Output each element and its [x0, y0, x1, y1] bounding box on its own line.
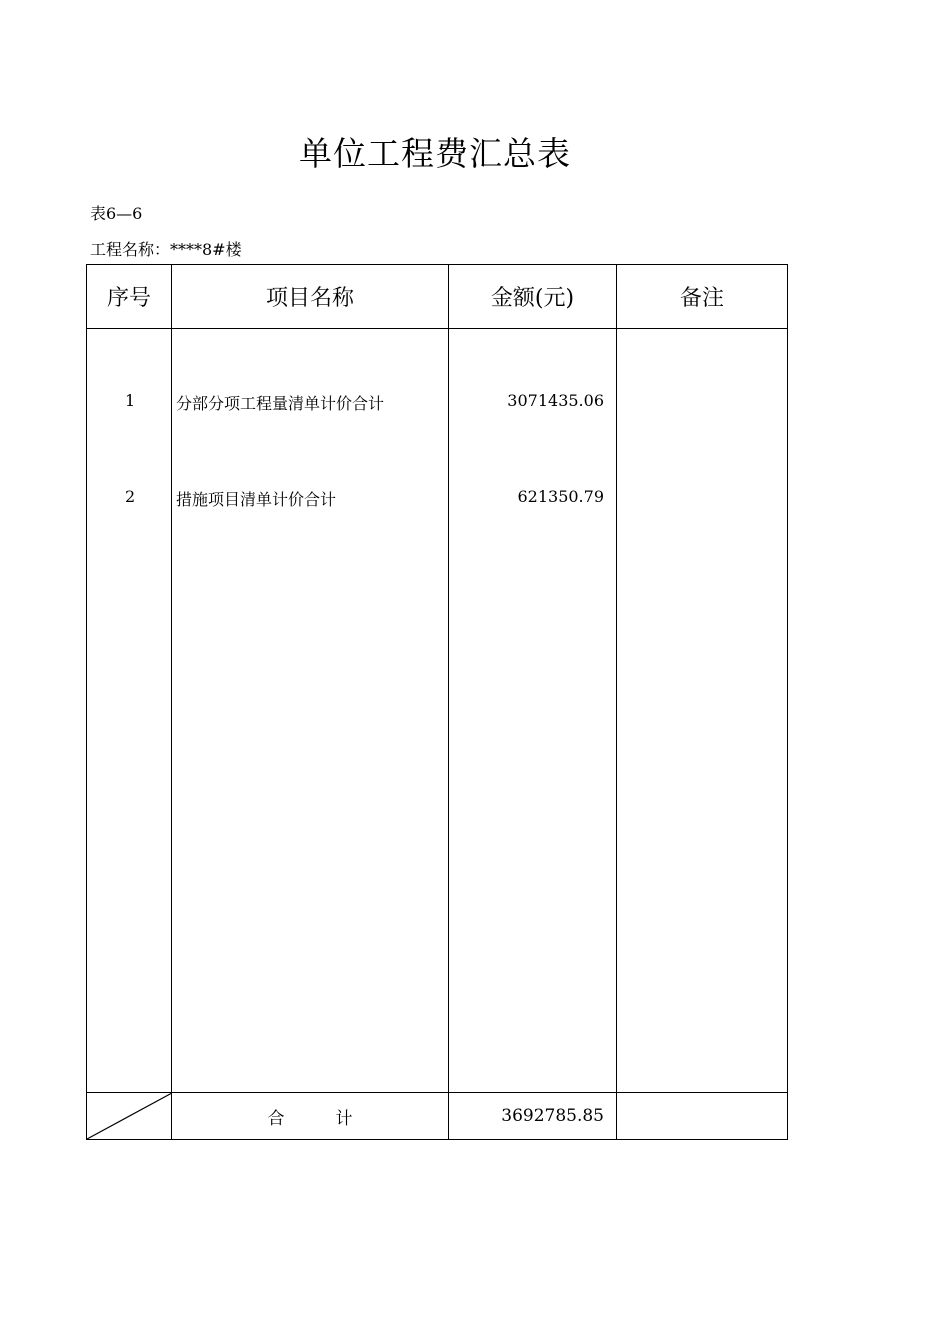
project-name: 工程名称：****8#楼	[90, 240, 242, 259]
table-code: 表6—6	[90, 204, 143, 223]
page-title: 单位工程费汇总表	[299, 134, 571, 173]
column-header-note: 备注	[617, 265, 788, 329]
row-1-amount: 3071435.06	[507, 391, 604, 410]
row-2-name: 措施项目清单计价合计	[176, 490, 337, 509]
row-1-index: 1	[125, 391, 136, 410]
summary-table	[86, 264, 788, 1140]
row-1-name: 分部分项工程量清单计价合计	[176, 394, 385, 413]
diagonal-line	[87, 1093, 172, 1139]
total-note	[617, 1093, 788, 1140]
column-header-index: 序号	[87, 265, 172, 329]
total-row	[87, 1093, 788, 1140]
column-header-name: 项目名称	[172, 265, 449, 329]
name-column	[172, 329, 449, 1093]
table-body-row	[87, 329, 788, 1093]
total-diagonal-cell	[87, 1093, 172, 1140]
row-2-index: 2	[125, 487, 136, 506]
row-2-amount: 621350.79	[517, 487, 604, 506]
index-column	[87, 329, 172, 1093]
amount-column	[449, 329, 617, 1093]
column-header-amount: 金额(元)	[449, 265, 617, 329]
table-header-row	[87, 265, 788, 329]
total-label: 合 计	[172, 1093, 449, 1140]
note-column	[617, 329, 788, 1093]
total-amount: 3692785.85	[449, 1093, 617, 1140]
